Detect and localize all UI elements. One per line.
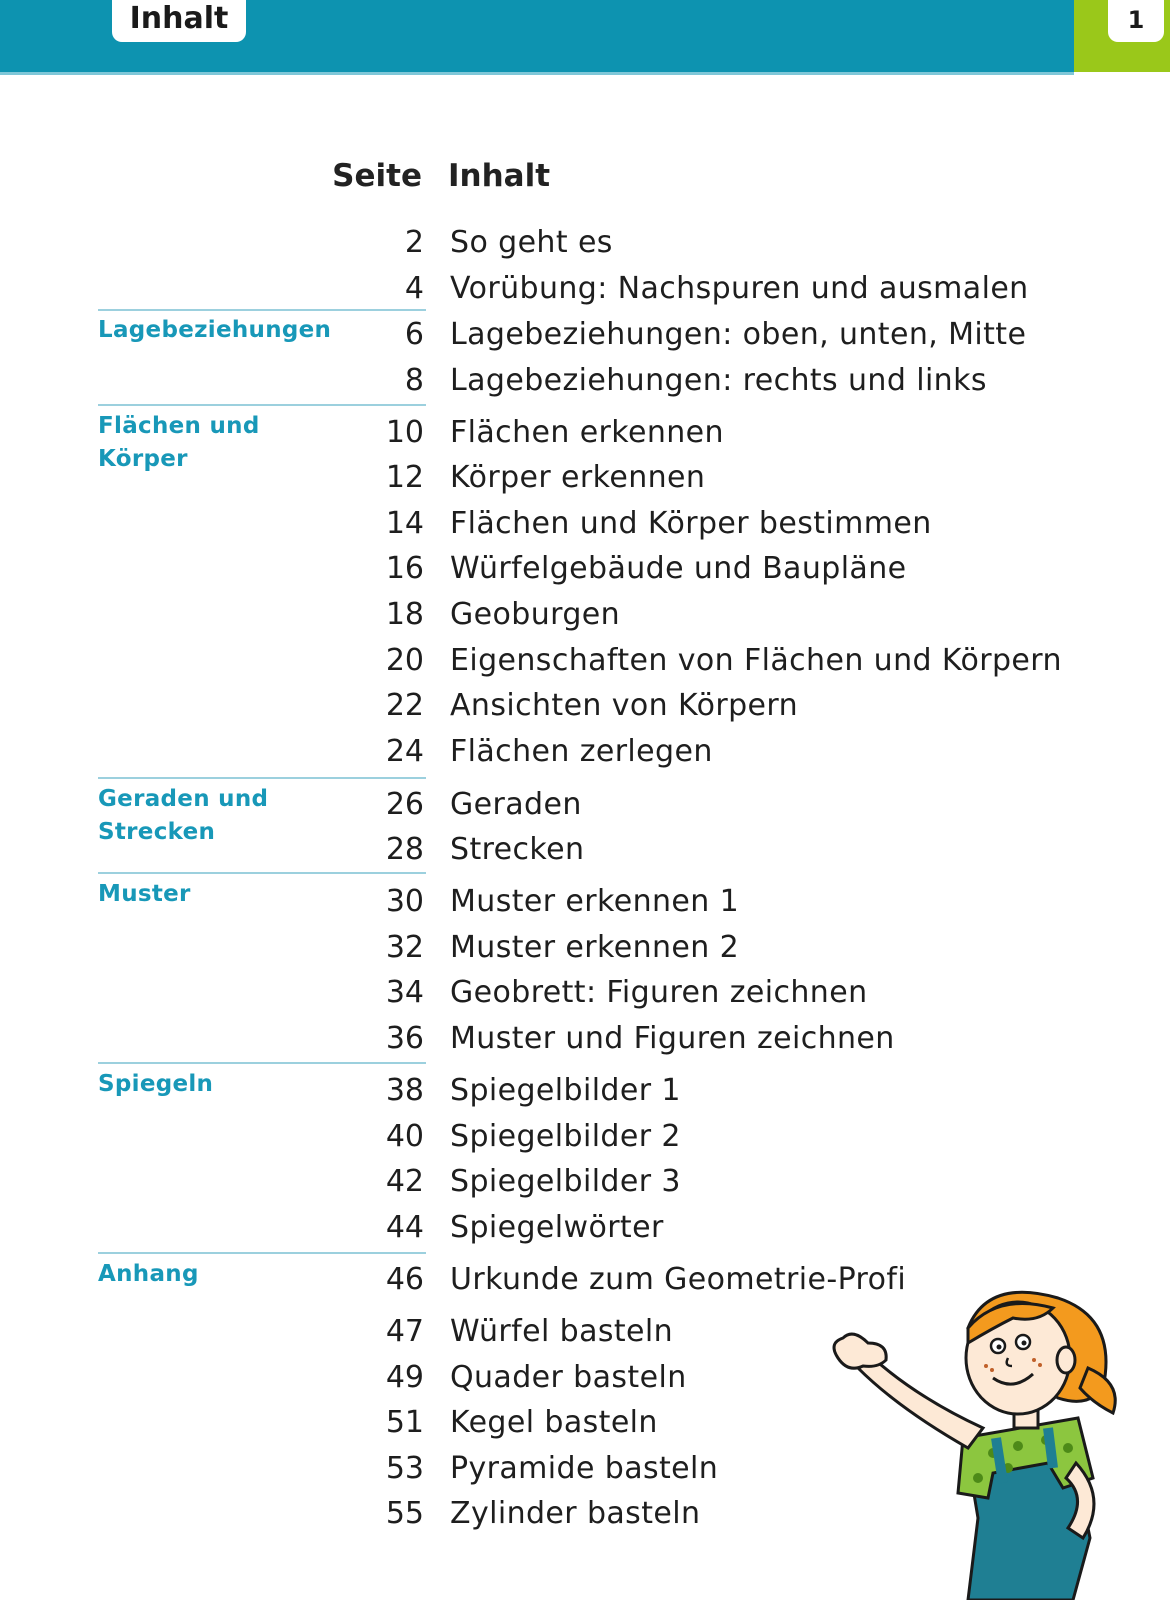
toc-entry[interactable] — [300, 683, 798, 727]
toc-page-number: 12 — [385, 459, 424, 495]
toc-entry-title: Strecken — [450, 831, 585, 867]
toc-page-number: 18 — [385, 596, 424, 632]
toc-entry[interactable] — [300, 1257, 906, 1301]
toc-entry[interactable] — [300, 638, 1062, 682]
section-divider — [98, 1252, 426, 1254]
toc-entry[interactable] — [300, 1446, 718, 1490]
page-title-tab: Inhalt — [112, 0, 246, 42]
toc-page-number: 4 — [404, 270, 424, 306]
toc-entry-title: Flächen und Körper bestimmen — [450, 505, 932, 541]
toc-page-number: 42 — [385, 1163, 424, 1199]
toc-page-number: 28 — [385, 831, 424, 867]
page-number-badge: 1 — [1108, 0, 1164, 42]
toc-entry-title: Eigenschaften von Flächen und Körpern — [450, 642, 1062, 678]
toc-entry[interactable] — [300, 827, 584, 871]
toc-page-number: 34 — [385, 974, 424, 1010]
toc-entry-title: Kegel basteln — [450, 1404, 658, 1440]
column-heading-page: Seite — [332, 158, 422, 194]
section-divider — [98, 1062, 426, 1064]
toc-entry[interactable] — [300, 592, 620, 636]
toc-page-number: 47 — [385, 1313, 424, 1349]
toc-entry[interactable] — [300, 970, 867, 1014]
toc-entry-title: Geoburgen — [450, 596, 621, 632]
section-title-muster: Muster — [98, 881, 191, 907]
toc-entry-title: Pyramide basteln — [450, 1450, 719, 1486]
section-title-spiegeln: Spiegeln — [98, 1071, 214, 1097]
toc-entry-title: Zylinder basteln — [450, 1495, 701, 1531]
section-title-lagebeziehungen: Lagebeziehungen — [98, 317, 332, 343]
toc-entry[interactable] — [300, 1309, 673, 1353]
toc-entry[interactable] — [300, 546, 907, 590]
toc-entry-title: Körper erkennen — [450, 459, 706, 495]
toc-entry[interactable] — [300, 455, 705, 499]
toc-entry-title: Lagebeziehungen: oben, unten, Mitte — [450, 316, 1027, 352]
toc-page-number: 20 — [385, 642, 424, 678]
toc-entry-title: So geht es — [450, 224, 613, 260]
toc-entry[interactable] — [300, 925, 739, 969]
toc-page-number: 16 — [385, 550, 424, 586]
toc-entry[interactable] — [300, 729, 713, 773]
toc-page-number: 32 — [385, 929, 424, 965]
section-title-flaechen-und-koerper: Flächen und Körper — [98, 413, 260, 472]
toc-entry[interactable] — [300, 1159, 681, 1203]
section-title-anhang: Anhang — [98, 1261, 199, 1287]
toc-entry-title: Ansichten von Körpern — [450, 687, 799, 723]
toc-page-number: 44 — [385, 1209, 424, 1245]
section-title-geraden-und-strecken: Geraden und Strecken — [98, 786, 269, 845]
section-divider — [98, 872, 426, 874]
toc-entry-title: Lagebeziehungen: rechts und links — [450, 362, 987, 398]
toc-entry-title: Vorübung: Nachspuren und ausmalen — [450, 270, 1029, 306]
toc-entry[interactable] — [300, 220, 613, 264]
toc-entry[interactable] — [300, 879, 739, 923]
toc-entry[interactable] — [300, 1491, 700, 1535]
toc-entry[interactable] — [300, 410, 724, 454]
toc-page-number: 14 — [385, 505, 424, 541]
toc-entry[interactable] — [300, 782, 582, 826]
girl-mascot-illustration — [818, 1288, 1138, 1600]
toc-entry-title: Urkunde zum Geometrie-Profi — [450, 1261, 907, 1297]
section-divider — [98, 777, 426, 779]
toc-page-number: 10 — [385, 414, 424, 450]
toc-entry-title: Spiegelbilder 1 — [450, 1072, 681, 1108]
toc-page-number: 38 — [385, 1072, 424, 1108]
toc-page-number: 24 — [385, 733, 424, 769]
toc-entry-title: Flächen zerlegen — [450, 733, 713, 769]
toc-page-number: 26 — [385, 786, 424, 822]
section-divider — [98, 404, 426, 406]
toc-entry-title: Geobrett: Figuren zeichnen — [450, 974, 868, 1010]
toc-entry-title: Spiegelbilder 3 — [450, 1163, 681, 1199]
toc-page-number: 53 — [385, 1450, 424, 1486]
toc-page-number: 2 — [404, 224, 424, 260]
toc-page-number: 22 — [385, 687, 424, 723]
toc-entry-title: Würfel basteln — [450, 1313, 674, 1349]
toc-entry-title: Würfelgebäude und Baupläne — [450, 550, 907, 586]
toc-entry-title: Quader basteln — [450, 1359, 687, 1395]
toc-entry-title: Spiegelwörter — [450, 1209, 664, 1245]
toc-page-number: 30 — [385, 883, 424, 919]
toc-entry[interactable] — [300, 1114, 681, 1158]
toc-entry[interactable] — [300, 312, 1026, 356]
toc-entry-title: Geraden — [450, 786, 582, 822]
toc-page-number: 46 — [385, 1261, 424, 1297]
toc-entry-title: Flächen erkennen — [450, 414, 724, 450]
toc-entry[interactable] — [300, 1205, 664, 1249]
toc-entry[interactable] — [300, 358, 987, 402]
toc-page-number: 49 — [385, 1359, 424, 1395]
toc-page-number: 36 — [385, 1020, 424, 1056]
toc-entry-title: Muster erkennen 2 — [450, 929, 740, 965]
toc-entry[interactable] — [300, 1068, 681, 1112]
toc-page-number: 6 — [404, 316, 424, 352]
toc-entry[interactable] — [300, 1016, 895, 1060]
toc-page-number: 55 — [385, 1495, 424, 1531]
toc-entry[interactable] — [300, 1355, 687, 1399]
toc-entry-title: Spiegelbilder 2 — [450, 1118, 681, 1154]
toc-entry[interactable] — [300, 1400, 658, 1444]
toc-page-number: 51 — [385, 1404, 424, 1440]
toc-entry-title: Muster und Figuren zeichnen — [450, 1020, 895, 1056]
toc-page-number: 8 — [404, 362, 424, 398]
toc-entry[interactable] — [300, 266, 1029, 310]
column-heading-content: Inhalt — [448, 158, 551, 194]
toc-page-number: 40 — [385, 1118, 424, 1154]
toc-entry-title: Muster erkennen 1 — [450, 883, 740, 919]
toc-entry[interactable] — [300, 501, 932, 545]
